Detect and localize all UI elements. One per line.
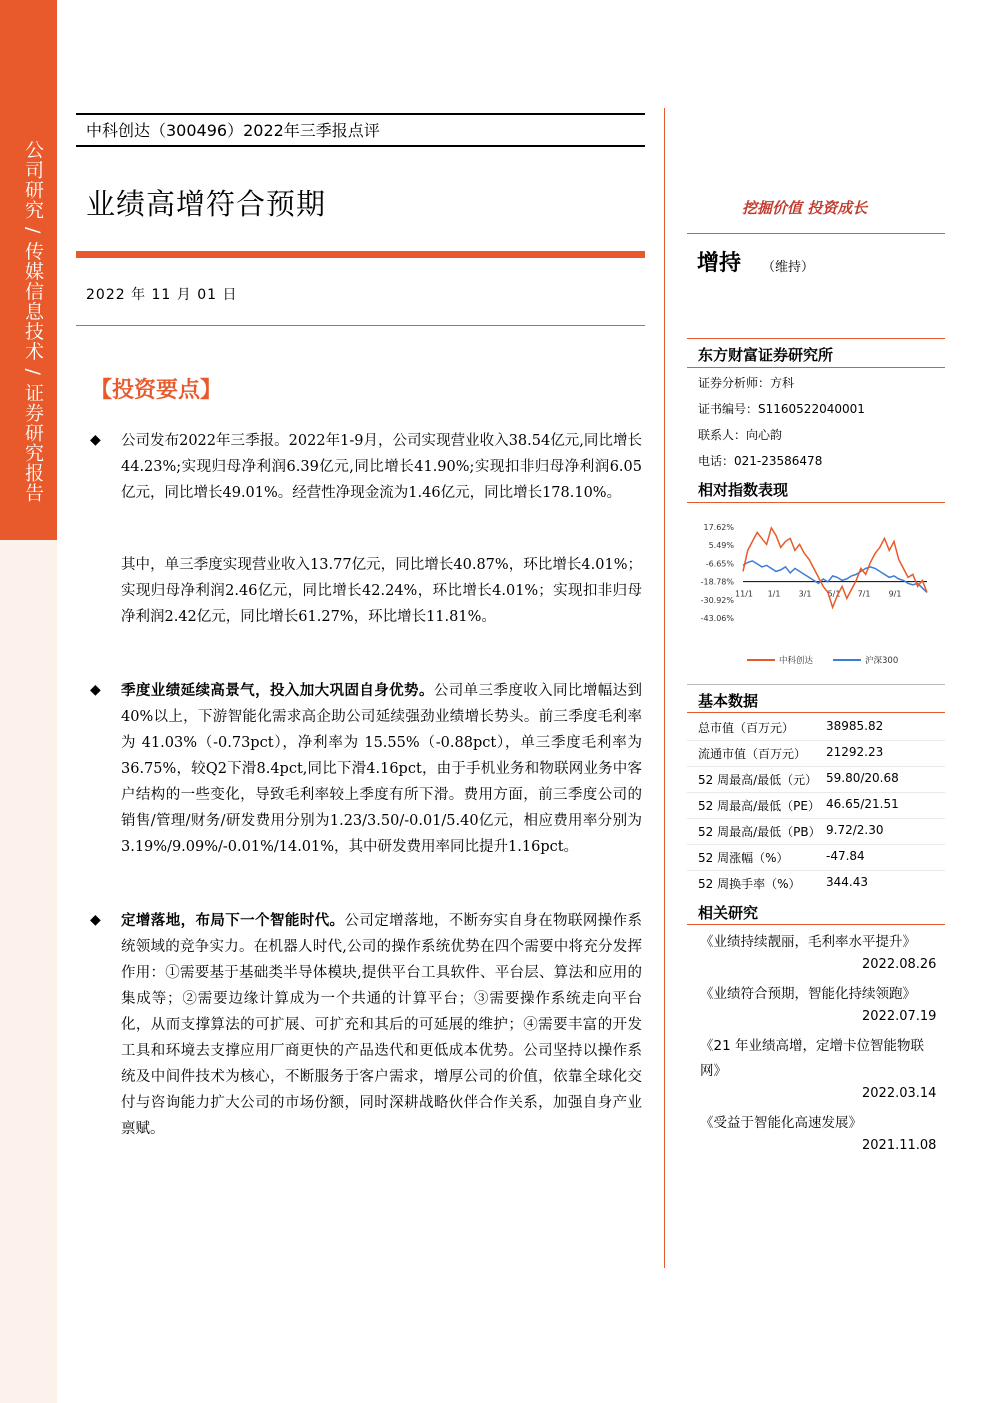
contact-person: 联系人：向心韵	[698, 428, 783, 442]
y-tick-label: -30.92%	[700, 595, 734, 605]
key-data-value: 9.72/2.30	[826, 823, 884, 837]
sidebar-lower-band	[0, 540, 57, 1403]
point-3-text: 公司单三季度收入同比增幅达到40%以上，下游智能化需求高企助公司延续强劲业绩增长势头。前三季度毛利率为 41.03%（-0.73pct），净利率为 15.55%（-0.88pct），单三季度毛利率为36.75%，较Q2下滑8.4pct,同比下滑4.16pct，由于手机业务和物联网业务中客户结构的一些变化，导致毛利率较上季度有所下滑。费用方面，前三季度公司的销售/管理/财务/研发费用分别为1.23/3.50/-0.01/5.40亿元，相应费用率分别为3.19%/9.09%/-0.01%/14.01%，其中研发费用率同比提升1.16pct。	[121, 683, 643, 855]
column-divider	[664, 108, 665, 1268]
key-data-label: 52 周涨幅（%）	[698, 851, 789, 865]
key-data-row-rule	[687, 740, 945, 741]
key-data-value: -47.84	[826, 849, 865, 863]
point-1	[121, 428, 642, 506]
contact-phone: 电话：021-23586478	[698, 454, 823, 468]
x-tick-label: 9/1	[888, 589, 902, 599]
y-tick-label: 5.49%	[708, 541, 734, 551]
chart-section-rule	[687, 502, 945, 503]
chart-section-title: 相对指数表现	[698, 481, 789, 499]
slogan: 挖掘价值 投资成长	[742, 199, 868, 217]
point-4-text: 公司定增落地，不断夯实自身在物联网操作系统领域的竞争实力。在机器人时代,公司的操作系统优势在四个需要中将充分发挥作用：①需要基于基础类半导体模块,提供平台工具软件、平台层、算法和应用的集成等；②需要边缘计算成为一个共通的计算平台；③需要操作系统走向平台化，从而支撑算法的可扩展、可扩充和其后的可延展的维护；④需要丰富的开发工具和环境去支撑应用厂商更快的产品迭代和更低成本优势。公司坚持以操作系统及中间件技术为核心，不断服务于客户需求，增厚公司的价值，依靠全球化交付与咨询能力扩大公司的市场份额，同时深耕战略伙伴合作关系，加强自身产业禀赋。	[121, 913, 643, 1137]
key-data-value: 59.80/20.68	[826, 771, 899, 785]
key-data-row-rule	[687, 844, 945, 845]
related-report-title[interactable]: 《21 年业绩高增，定增卡位智能物联网》	[700, 1038, 924, 1079]
series-line	[743, 561, 927, 593]
title-bar	[76, 251, 645, 258]
key-data-row-rule	[687, 792, 945, 793]
x-tick-label: 7/1	[857, 589, 871, 599]
key-data-value: 344.43	[826, 875, 868, 889]
key-data-row-rule	[687, 818, 945, 819]
point-3-lead: 季度业绩延续高景气，投入加大巩固自身优势。	[121, 683, 434, 699]
related-rule	[687, 924, 945, 925]
institute-bottom-rule	[687, 367, 945, 368]
institute-top-rule	[687, 338, 945, 339]
key-data-value: 38985.82	[826, 719, 884, 733]
rating-top-rule	[687, 233, 945, 234]
related-report-title[interactable]: 《受益于智能化高速发展》	[700, 1115, 862, 1131]
related-report-title[interactable]: 《业绩持续靓丽，毛利率水平提升》	[700, 934, 916, 950]
relative-performance-chart	[687, 510, 945, 675]
rating: 增持	[697, 251, 742, 276]
legend-label: 中科创达	[779, 656, 814, 666]
report-date: 2022 年 11 月 01 日	[86, 287, 238, 303]
key-data-value: 21292.23	[826, 745, 884, 759]
section-title: 【投资要点】	[90, 377, 223, 403]
contact-cert: 证书编号：S1160522040001	[698, 402, 865, 416]
date-rule	[76, 325, 645, 326]
x-tick-label: 1/1	[767, 589, 781, 599]
point-4-lead: 定增落地，布局下一个智能时代。	[121, 913, 345, 929]
key-data-label: 52 周最高/最低（PE）	[698, 799, 820, 813]
key-data-label: 总市值（百万元）	[698, 721, 795, 735]
key-data-row-rule	[687, 766, 945, 767]
key-data-label: 52 周换手率（%）	[698, 877, 801, 891]
related-report-date: 2022.08.26	[862, 957, 937, 972]
point-2-text: 其中，单三季度实现营业收入13.77亿元，同比增长40.87%，环比增长4.01%；实现归母净利润2.46亿元，同比增长42.24%，环比增长4.01%；实现扣非归母净利润2.42亿元，同比增长61.27%，环比增长11.81%。	[121, 557, 642, 625]
point-4	[121, 908, 642, 1142]
point-1-text: 公司发布2022年三季报。2022年1-9月，公司实现营业收入38.54亿元,同比增长44.23%;实现归母净利润6.39亿元,同比增长41.90%;实现扣非归母净利润6.05亿元，同比增长49.01%。经营性净现金流为1.46亿元，同比增长178.10%。	[121, 433, 642, 501]
x-tick-label: 3/1	[798, 589, 812, 599]
related-title: 相关研究	[698, 904, 759, 922]
key-data-label: 流通市值（百万元）	[698, 747, 807, 761]
related-report-date: 2022.07.19	[862, 1009, 937, 1024]
sidebar-category: 公司研究 / 传媒信息技术 / 证券研究报告	[22, 140, 44, 503]
key-data-label: 52 周最高/最低（PB）	[698, 825, 821, 839]
related-report-title[interactable]: 《业绩符合预期，智能化持续领跑》	[700, 986, 916, 1002]
y-tick-label: 17.62%	[703, 523, 734, 532]
bullet-icon: ◆	[90, 912, 101, 928]
key-data-rule	[687, 712, 945, 713]
chart-bottom-rule	[687, 684, 945, 685]
rating-sub: （维持）	[762, 260, 815, 275]
point-3	[121, 678, 642, 860]
report-header: 中科创达（300496）2022年三季报点评	[86, 121, 380, 140]
key-data-title: 基本数据	[698, 692, 759, 710]
header-bottom-rule	[76, 145, 645, 147]
contact-analyst: 证券分析师：方科	[698, 376, 795, 390]
legend-label: 沪深300	[865, 656, 899, 666]
header-top-rule	[76, 113, 645, 115]
key-data-row-rule	[687, 870, 945, 871]
x-tick-label: 11/1	[735, 589, 753, 599]
point-2	[121, 552, 642, 630]
institute-name: 东方财富证券研究所	[698, 346, 834, 364]
x-tick-label: 5/1	[827, 589, 841, 599]
y-tick-label: -18.78%	[700, 577, 734, 587]
bullet-icon: ◆	[90, 682, 101, 698]
y-tick-label: -6.65%	[705, 559, 734, 569]
key-data-label: 52 周最高/最低（元）	[698, 773, 818, 787]
related-report-date: 2021.11.08	[862, 1138, 937, 1153]
y-tick-label: -43.06%	[700, 614, 734, 623]
page-title: 业绩高增符合预期	[86, 187, 327, 221]
related-report-date: 2022.03.14	[862, 1086, 937, 1101]
key-data-value: 46.65/21.51	[826, 797, 899, 811]
bullet-icon: ◆	[90, 432, 101, 448]
